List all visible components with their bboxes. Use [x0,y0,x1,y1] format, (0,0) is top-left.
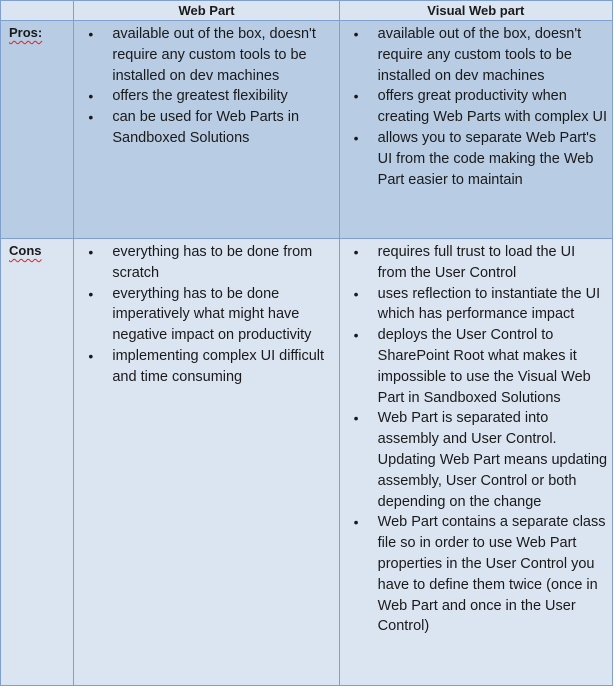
list-item: • Web Part is separated into assembly and User Control. Updating Web Part means updating assembly, User Control or both depending on the change [340,408,608,512]
pros-web-part-list [74,21,338,149]
row-label-cell-cons [1,239,74,686]
list-item: • uses reflection to instantiate the UI which has performance impact [340,284,608,326]
row-label-cell-pros [1,21,74,239]
list-item: • allows you to separate Web Part's UI from the code making the Web Part easier to maintain [340,128,608,190]
list-item: • everything has to be done from scratch [74,242,334,284]
pros-visual-web-part-cell [339,21,612,239]
header-cell-empty [1,1,74,21]
header-cell-visual-web-part: Visual Web part [339,1,612,21]
list-item: • deploys the User Control to SharePoint Root what makes it impossible to use the Visual Web Part in Sandboxed Solutions [340,325,608,408]
cons-web-part-cell [74,239,339,686]
list-item: • offers the greatest flexibility [74,86,334,107]
header-row [1,1,613,21]
pros-web-part-cell [74,21,339,239]
list-item: • can be used for Web Parts in Sandboxed Solutions [74,107,334,149]
row-label-cons: Cons [9,243,42,258]
row-label-pros: Pros: [9,25,43,40]
list-item: • implementing complex UI difficult and time consuming [74,346,334,388]
list-item: • everything has to be done imperatively what might have negative impact on productivity [74,284,334,346]
header-cell-web-part: Web Part [74,1,339,21]
pros-visual-web-part-list [340,21,612,190]
list-item: • Web Part contains a separate class file so in order to use Web Part properties in the User Control you have to define them twice (once in Web Part and once in the User Control) [340,512,608,637]
list-item: • available out of the box, doesn't require any custom tools to be installed on dev machines [340,24,608,86]
table-row-pros [1,21,613,239]
list-item: • requires full trust to load the UI from the User Control [340,242,608,284]
cons-web-part-list [74,239,338,388]
cons-visual-web-part-cell [339,239,612,686]
table-row-cons [1,239,613,686]
list-item: • available out of the box, doesn't require any custom tools to be installed on dev machines [74,24,334,86]
cons-visual-web-part-list [340,239,612,637]
list-item: • offers great productivity when creating Web Parts with complex UI [340,86,608,128]
